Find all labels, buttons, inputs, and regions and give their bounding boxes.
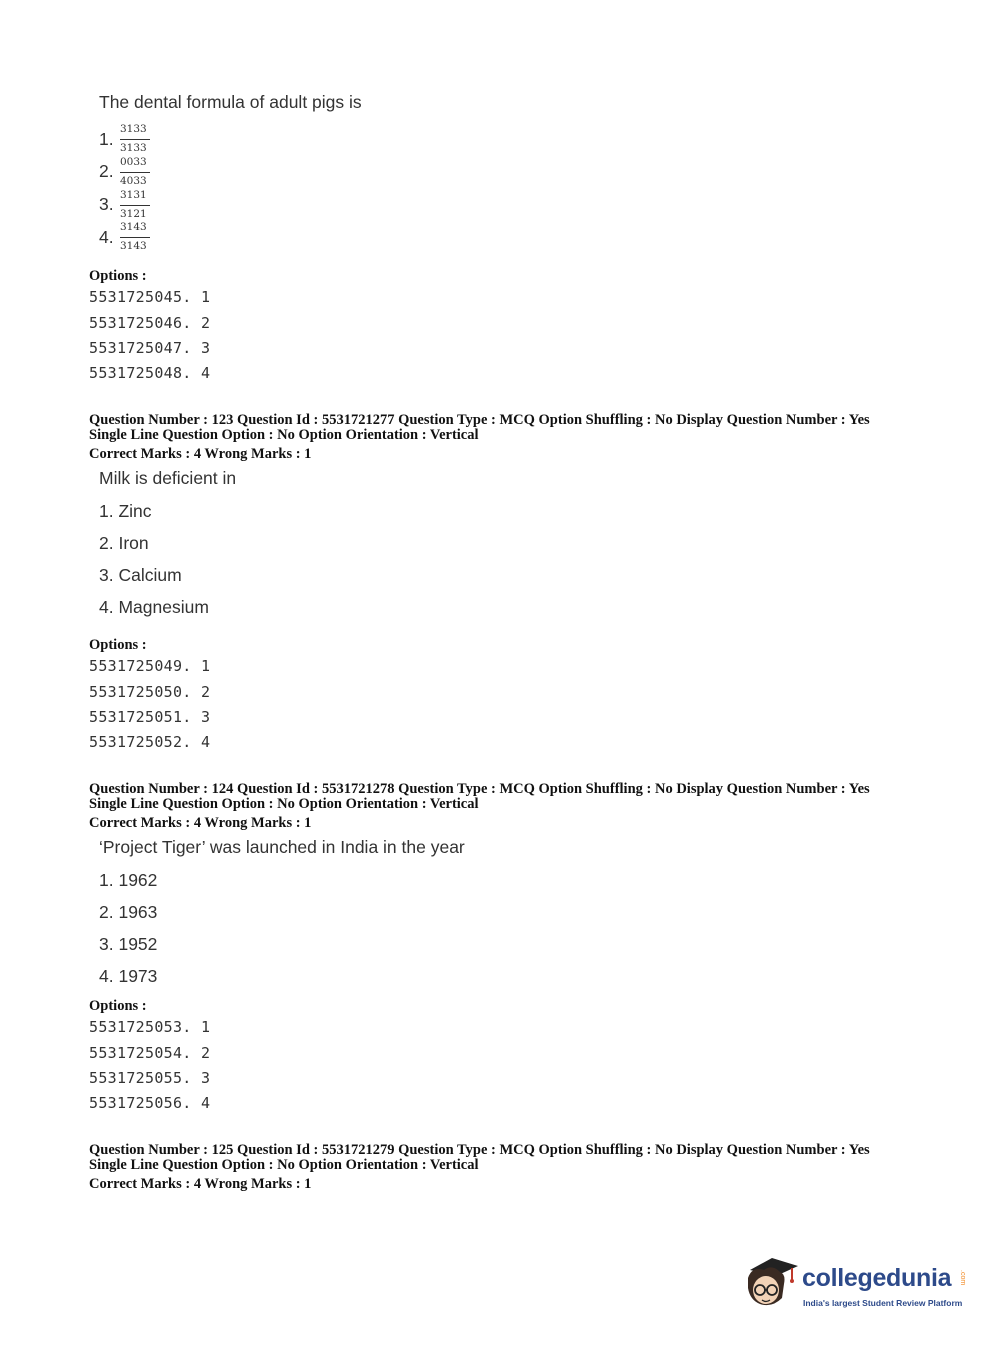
q122-option-id-4: 5531725048. 4	[89, 364, 211, 382]
q122-choice-4-label: 4.	[99, 227, 114, 247]
q124-options-label: Options :	[89, 998, 147, 1014]
logo-wordmark: collegedunia	[802, 1264, 952, 1292]
q123-option-id-3: 5531725051. 3	[89, 708, 211, 726]
q124-choice-2: 2. 1963	[99, 902, 158, 922]
q123-choice-4: 4. Magnesium	[99, 597, 209, 617]
q123-question: Milk is deficient in	[99, 468, 237, 488]
q123-option-id-2: 5531725050. 2	[89, 683, 211, 701]
q124-option-id-4: 5531725056. 4	[89, 1094, 211, 1112]
fraction-bar	[120, 237, 150, 238]
q122-question: The dental formula of adult pigs is	[99, 92, 362, 112]
q125-meta-line-1: Question Number : 125 Question Id : 5531721279 Question Type : MCQ Option Shuffling : No Display Question Number : Yes	[89, 1142, 870, 1158]
q124-marks: Correct Marks : 4 Wrong Marks : 1	[89, 815, 312, 831]
q122-choice-2-label: 2.	[99, 161, 114, 181]
q123-choice-3: 3. Calcium	[99, 565, 182, 585]
q122-choice-1-den: 3133	[120, 142, 147, 154]
q124-meta-line-1: Question Number : 124 Question Id : 5531721278 Question Type : MCQ Option Shuffling : No Display Question Number : Yes	[89, 781, 870, 797]
q123-meta-line-2: Single Line Question Option : No Option Orientation : Vertical	[89, 427, 479, 443]
collegedunia-logo	[742, 1248, 972, 1320]
q122-choice-3-den: 3121	[120, 208, 147, 220]
q124-option-id-2: 5531725054. 2	[89, 1044, 211, 1062]
q122-option-id-2: 5531725046. 2	[89, 314, 211, 332]
q124-question: ‘Project Tiger’ was launched in India in the year	[99, 837, 465, 857]
q124-choice-3: 3. 1952	[99, 934, 158, 954]
q124-choice-4: 4. 1973	[99, 966, 158, 986]
q122-choice-3-num: 3131	[120, 189, 147, 201]
fraction-bar	[120, 139, 150, 140]
q123-option-id-4: 5531725052. 4	[89, 733, 211, 751]
q122-choice-2-den: 4033	[120, 175, 147, 187]
q125-marks: Correct Marks : 4 Wrong Marks : 1	[89, 1176, 312, 1192]
q125-meta-line-2: Single Line Question Option : No Option Orientation : Vertical	[89, 1157, 479, 1173]
logo-tagline: India's largest Student Review Platform	[803, 1298, 963, 1308]
q124-option-id-3: 5531725055. 3	[89, 1069, 211, 1087]
q123-marks: Correct Marks : 4 Wrong Marks : 1	[89, 446, 312, 462]
q122-choice-1-label: 1.	[99, 129, 114, 149]
logo-com: .com	[959, 1270, 966, 1286]
q124-option-id-1: 5531725053. 1	[89, 1018, 211, 1036]
q124-meta-line-2: Single Line Question Option : No Option Orientation : Vertical	[89, 796, 479, 812]
mascot-icon	[742, 1248, 802, 1312]
q122-option-id-1: 5531725045. 1	[89, 288, 211, 306]
q123-meta-line-1: Question Number : 123 Question Id : 5531721277 Question Type : MCQ Option Shuffling : No Display Question Number : Yes	[89, 412, 870, 428]
q122-choice-4-num: 3143	[120, 221, 147, 233]
q122-options-label: Options :	[89, 268, 147, 284]
q122-choice-2-num: 0033	[120, 156, 147, 168]
fraction-bar	[120, 205, 150, 206]
q124-choice-1: 1. 1962	[99, 870, 158, 890]
q123-options-label: Options :	[89, 637, 147, 653]
q123-choice-1: 1. Zinc	[99, 501, 152, 521]
q122-option-id-3: 5531725047. 3	[89, 339, 211, 357]
q123-option-id-1: 5531725049. 1	[89, 657, 211, 675]
q122-choice-1-num: 3133	[120, 123, 147, 135]
q122-choice-4-den: 3143	[120, 240, 147, 252]
q123-choice-2: 2. Iron	[99, 533, 149, 553]
fraction-bar	[120, 172, 150, 173]
q122-choice-3-label: 3.	[99, 194, 114, 214]
